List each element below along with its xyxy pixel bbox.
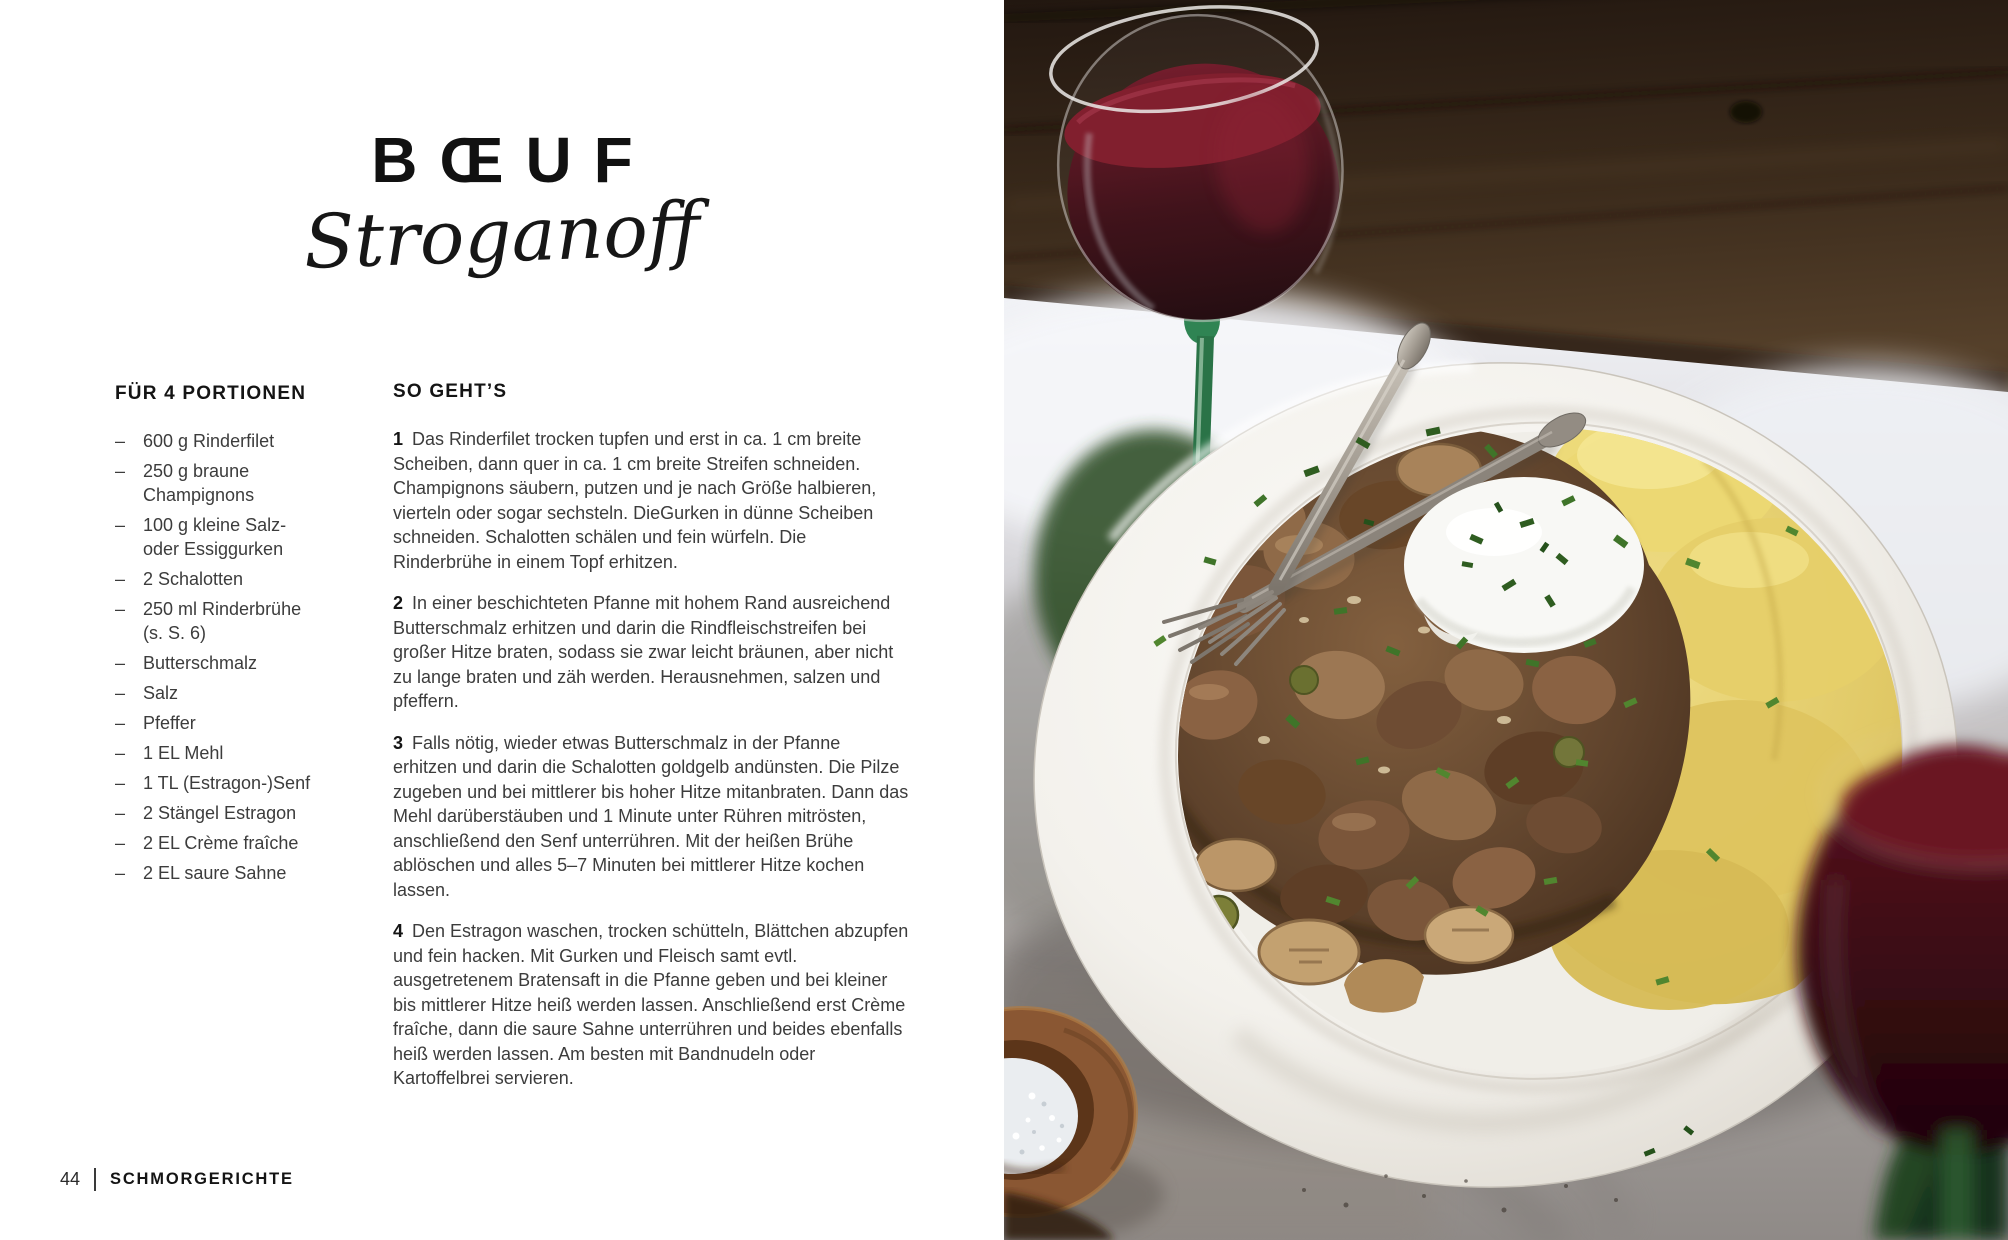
list-dash: –	[115, 599, 126, 619]
list-item	[115, 771, 323, 795]
page-title: BŒUF	[371, 124, 655, 196]
instructions-heading: SO GEHT’S	[393, 381, 508, 402]
chapter-name: SCHMORGERICHTE	[110, 1170, 294, 1188]
step-number: 1	[393, 429, 404, 449]
list-item	[115, 741, 323, 765]
instruction-step	[393, 427, 909, 574]
sour-cream-dollop	[1404, 477, 1644, 653]
list-item	[115, 651, 323, 675]
ingredient-text: 1 EL Mehl	[143, 743, 224, 763]
instructions-section	[393, 381, 909, 1108]
ingredient-text: 2 Schalotten	[143, 569, 244, 589]
list-dash: –	[115, 743, 126, 763]
page-footer	[60, 1168, 294, 1191]
page-subtitle: Stroganoff	[302, 186, 702, 286]
list-dash: –	[115, 833, 126, 853]
food-photo-illustration	[1004, 0, 2008, 1240]
step-text: In einer beschichteten Pfanne mit hohem Rand ausreichend Butterschmalz erhitzen und darin die Rindfleischstreifen bei großer Hitze braten, sodass sie zwar leicht bräunen, aber nicht zu lange braten und zäh werden. Herausnehmen, salzen und pfeffern.	[393, 593, 894, 711]
footer-divider	[94, 1168, 96, 1191]
ingredient-text: Pfeffer	[143, 713, 196, 733]
list-dash: –	[115, 863, 126, 883]
list-item	[115, 831, 323, 855]
list-dash: –	[115, 803, 126, 823]
instruction-step	[393, 731, 909, 903]
ingredients-heading: FÜR 4 PORTIONEN	[115, 383, 307, 404]
wood-knot	[1730, 101, 1762, 123]
ingredient-text: 2 EL Crème fraîche	[143, 833, 299, 853]
list-dash: –	[115, 569, 126, 589]
food-photo	[1004, 0, 2008, 1240]
list-item	[115, 861, 323, 885]
ingredients-section	[115, 383, 323, 891]
list-item	[115, 711, 323, 735]
ingredient-text: 2 EL saure Sahne	[143, 863, 287, 883]
list-dash: –	[115, 461, 126, 481]
list-dash: –	[115, 713, 126, 733]
instruction-step	[393, 919, 909, 1091]
list-item	[115, 459, 323, 507]
list-item	[115, 597, 323, 645]
list-dash: –	[115, 431, 126, 451]
step-text: Den Estragon waschen, trocken schütteln, Blättchen abzupfen und fein hacken. Mit Gurken und Fleisch samt evtl. ausgetretenem Bratensaft in die Pfanne geben und bei kleiner bis mittlerer Hitze heiß werden lassen. Anschließend erst Crème fraîche, dann die saure Sahne unterrühren und beides ebenfalls heiß werden lassen. Am besten mit Bandnudeln oder Kartoffelbrei servieren.	[393, 921, 909, 1088]
step-text: Falls nötig, wieder etwas Butterschmalz in der Pfanne erhitzen und darin die Schalotten goldgelb andünsten. Die Pilze zugeben und bei mittlerer bis hoher Hitze mitanbraten. Dann das Mehl darüberstäuben und 1 Minute unter Rühren mitrösten, anschließend den Senf unterrühren. Mit der heißen Brühe ablöschen und alles 5–7 Minuten bei mittlerer Hitze kochen lassen.	[393, 732, 909, 900]
ingredient-text: 600 g Rinderfilet	[143, 431, 275, 451]
list-item	[115, 801, 323, 825]
title-block	[0, 124, 1004, 286]
ingredient-text: 250 g braune Champignons	[143, 461, 255, 505]
list-dash: –	[115, 653, 126, 673]
step-text: Das Rinderfilet trocken tupfen und erst in ca. 1 cm breite Scheiben, dann quer in ca. 1 cm breite Streifen schneiden. Champignons säubern, putzen und je nach Größe halbieren, vierteln oder sogar sechsteln. DieGurken in dünne Scheiben schneiden. Schalotten schälen und fein würfeln. Die Rinderbrühe in einem Topf erhitzen.	[393, 429, 877, 572]
list-item	[115, 567, 323, 591]
list-item	[115, 681, 323, 705]
list-item	[115, 429, 323, 453]
step-number: 2	[393, 593, 404, 613]
ingredient-text: 100 g kleine Salz- oder Essiggurken	[143, 515, 287, 559]
list-dash: –	[115, 773, 126, 793]
ingredient-text: Salz	[143, 683, 179, 703]
step-number: 4	[393, 921, 404, 941]
ingredient-list	[115, 429, 323, 885]
instruction-step	[393, 591, 909, 714]
ingredient-text: 1 TL (Estragon-)Senf	[143, 773, 311, 793]
list-dash: –	[115, 683, 126, 703]
ingredient-text: 2 Stängel Estragon	[143, 803, 297, 823]
list-item	[115, 513, 323, 561]
page-number: 44	[60, 1169, 81, 1189]
step-number: 3	[393, 732, 404, 753]
list-dash: –	[115, 515, 126, 535]
ingredient-text: Butterschmalz	[143, 653, 258, 673]
ingredient-text: 250 ml Rinderbrühe (s. S. 6)	[143, 599, 302, 643]
